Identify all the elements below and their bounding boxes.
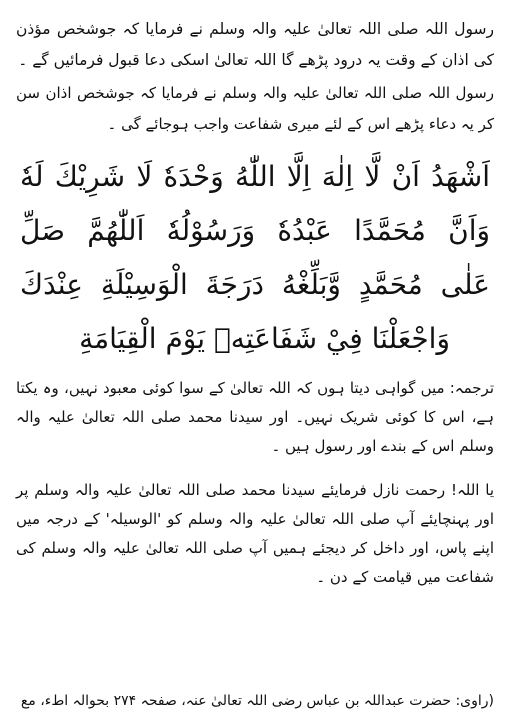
translation-paragraph: ترجمہ: میں گواہی دیتا ہوں کہ اللہ تعالیٰ کے سوا کوئی معبود نہیں، وہ یکتا ہے، اس کا کوئی شریک نہیں۔ اور سیدنا محمد صلی اللہ تعالیٰ علیہ والہ وسلم اس کے بندے اور رسول ہیں ۔	[16, 379, 494, 455]
arabic-dua-line-4: وَاجْعَلْنَا فِيْ شَفَاعَتِهٖ يَوْمَ الْقِيَامَةِ	[79, 322, 450, 355]
hadith-paragraph-1: رسول اللہ صلی اللہ تعالیٰ علیہ والہ وسلم نے فرمایا کہ جوشخص مؤذن کی اذان کے وقت یہ درود پڑھے گا اللہ تعالیٰ اسکی دعا قبول فرمائیں گے ۔	[16, 20, 494, 69]
hadith-paragraph-2: رسول اللہ صلی اللہ تعالیٰ علیہ والہ وسلم نے فرمایا کہ جوشخص اذان سن کر یہ دعاء پڑھے اس کے لئے میری شفاعت واجب ہوجائے گی ۔	[16, 84, 494, 133]
arabic-dua	[16, 150, 494, 366]
reference-footnote: (راوی: حضرت عبداللہ بن عباس رضی اللہ تعالیٰ عنہ، صفحہ ۲۷۴ بحوالہ اطء، مع	[20, 693, 494, 709]
arabic-dua-line-3: عَلٰى مُحَمَّدٍ وَّبَلِّغْهُ دَرَجَةَ الْوَسِيْلَةِ عِنْدَكَ	[20, 268, 490, 301]
arabic-dua-line-2: وَاَنَّ مُحَمَّدًا عَبْدُهٗ وَرَسُوْلُهٗ اَللّٰهُمَّ صَلِّ	[20, 214, 490, 247]
arabic-dua-line-1: اَشْهَدُ اَنْ لَّا اِلٰهَ اِلَّا اللّٰهُ وَحْدَهٗ لَا شَرِيْكَ لَهٗ	[20, 160, 490, 193]
dua-translation-paragraph: یا اللہ! رحمت نازل فرمایئے سیدنا محمد صلی اللہ تعالیٰ علیہ والہ وسلم پر اور پہنچایئے آپ صلی اللہ تعالیٰ علیہ والہ وسلم کو 'الوسیلہ' کے درجہ میں اپنے پاس، اور داخل کر دیجئے ہمیں آپ صلی اللہ تعالیٰ علیہ والہ وسلم کی شفاعت میں قیامت کے دن ۔	[16, 481, 494, 586]
